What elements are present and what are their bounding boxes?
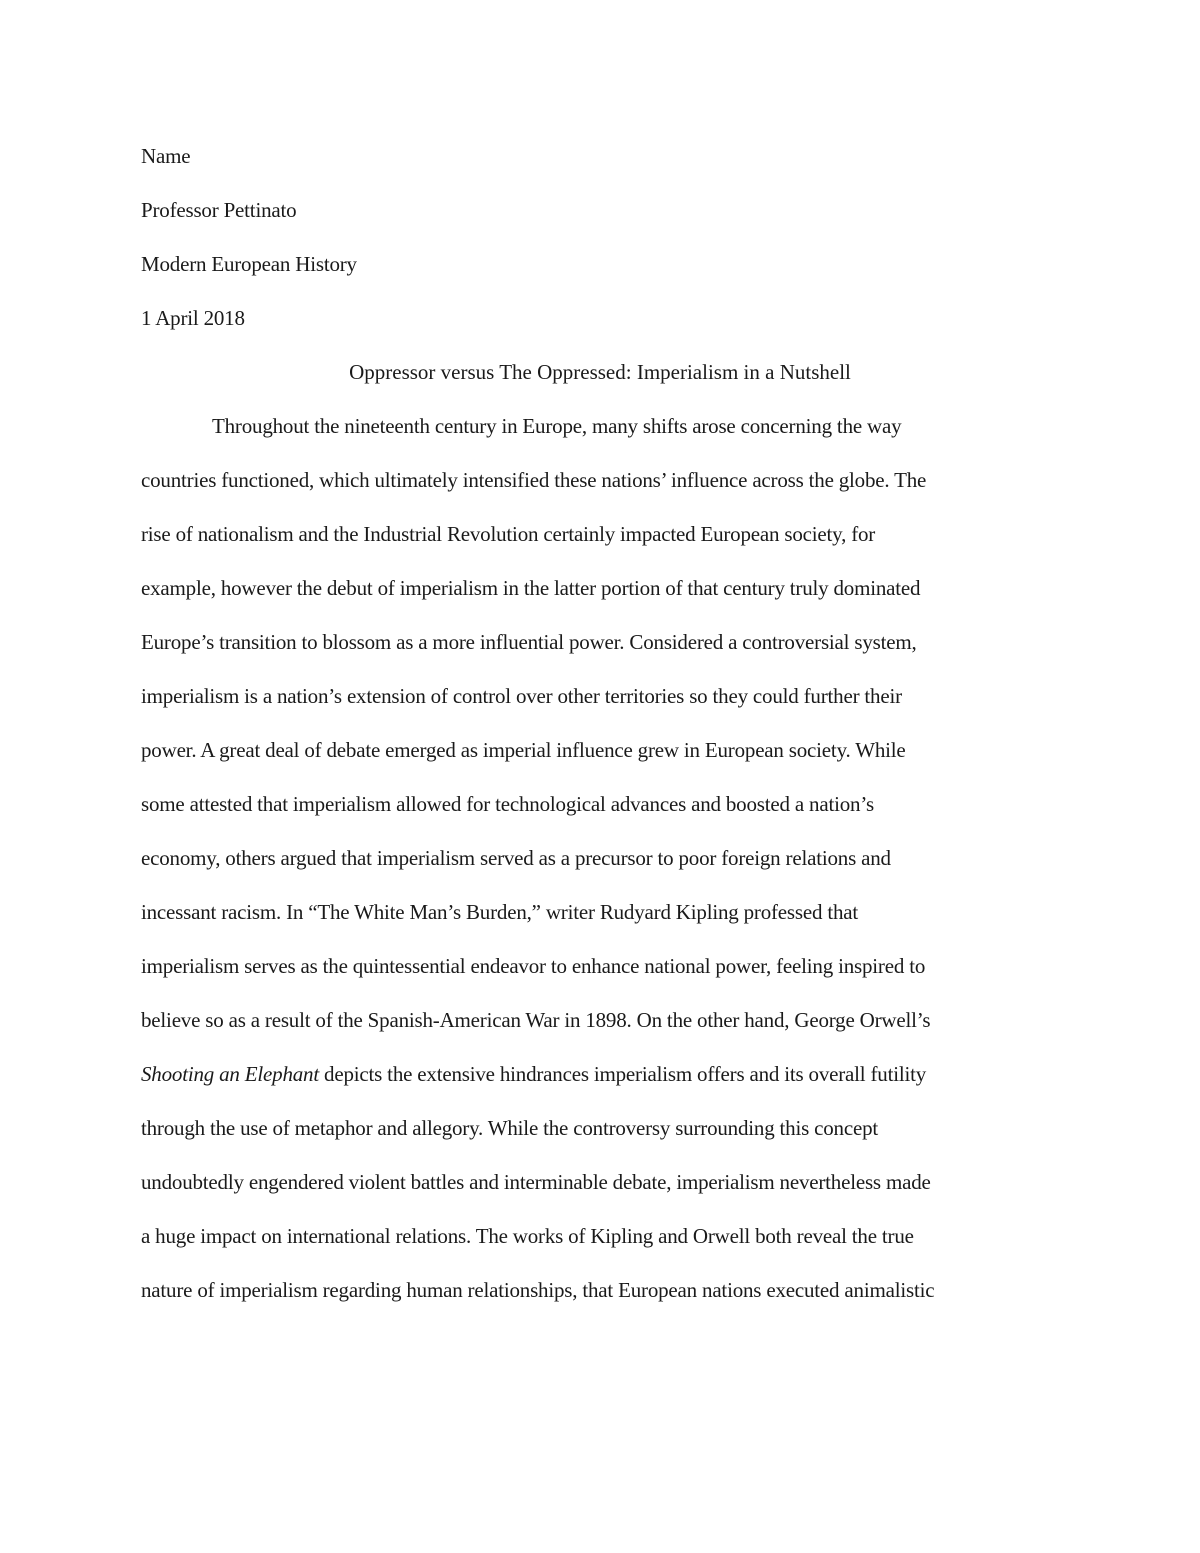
body-line: countries functioned, which ultimately intensified these nations’ influence across the globe. The — [141, 468, 927, 492]
course-name: Modern European History — [141, 252, 357, 276]
body-line: imperialism serves as the quintessential endeavor to enhance national power, feeling inspired to — [141, 954, 926, 978]
body-line: imperialism is a nation’s extension of control over other territories so they could further their — [141, 684, 902, 708]
body-line: through the use of metaphor and allegory. While the controversy surrounding this concept — [141, 1116, 879, 1140]
book-title: Shooting an Elephant — [141, 1062, 319, 1086]
body-line: a huge impact on international relations. The works of Kipling and Orwell both reveal the true — [141, 1224, 914, 1248]
professor-name: Professor Pettinato — [141, 198, 297, 222]
body-line-text: depicts the extensive hindrances imperialism offers and its overall futility — [319, 1062, 927, 1086]
body-line: Throughout the nineteenth century in Europe, many shifts arose concerning the way — [212, 414, 902, 438]
body-line: rise of nationalism and the Industrial Revolution certainly impacted European society, for — [141, 522, 876, 546]
body-line: example, however the debut of imperialism in the latter portion of that century truly dominated — [141, 576, 921, 600]
essay-title: Oppressor versus The Oppressed: Imperialism in a Nutshell — [349, 360, 851, 384]
body-line: nature of imperialism regarding human relationships, that European nations executed animalistic — [141, 1278, 935, 1302]
body-line: undoubtedly engendered violent battles and interminable debate, imperialism nevertheless made — [141, 1170, 931, 1194]
body-line: believe so as a result of the Spanish-American War in 1898. On the other hand, George Orwell’s — [141, 1008, 931, 1032]
body-line: Europe’s transition to blossom as a more influential power. Considered a controversial system, — [141, 630, 917, 654]
body-line: some attested that imperialism allowed for technological advances and boosted a nation’s — [141, 792, 874, 816]
essay-date: 1 April 2018 — [141, 306, 245, 330]
body-line: incessant racism. In “The White Man’s Burden,” writer Rudyard Kipling professed that — [141, 900, 859, 924]
body-line: economy, others argued that imperialism served as a precursor to poor foreign relations and — [141, 846, 891, 870]
student-name: Name — [141, 144, 191, 168]
body-line — [141, 1059, 926, 1089]
body-line: power. A great deal of debate emerged as imperial influence grew in European society. While — [141, 738, 906, 762]
